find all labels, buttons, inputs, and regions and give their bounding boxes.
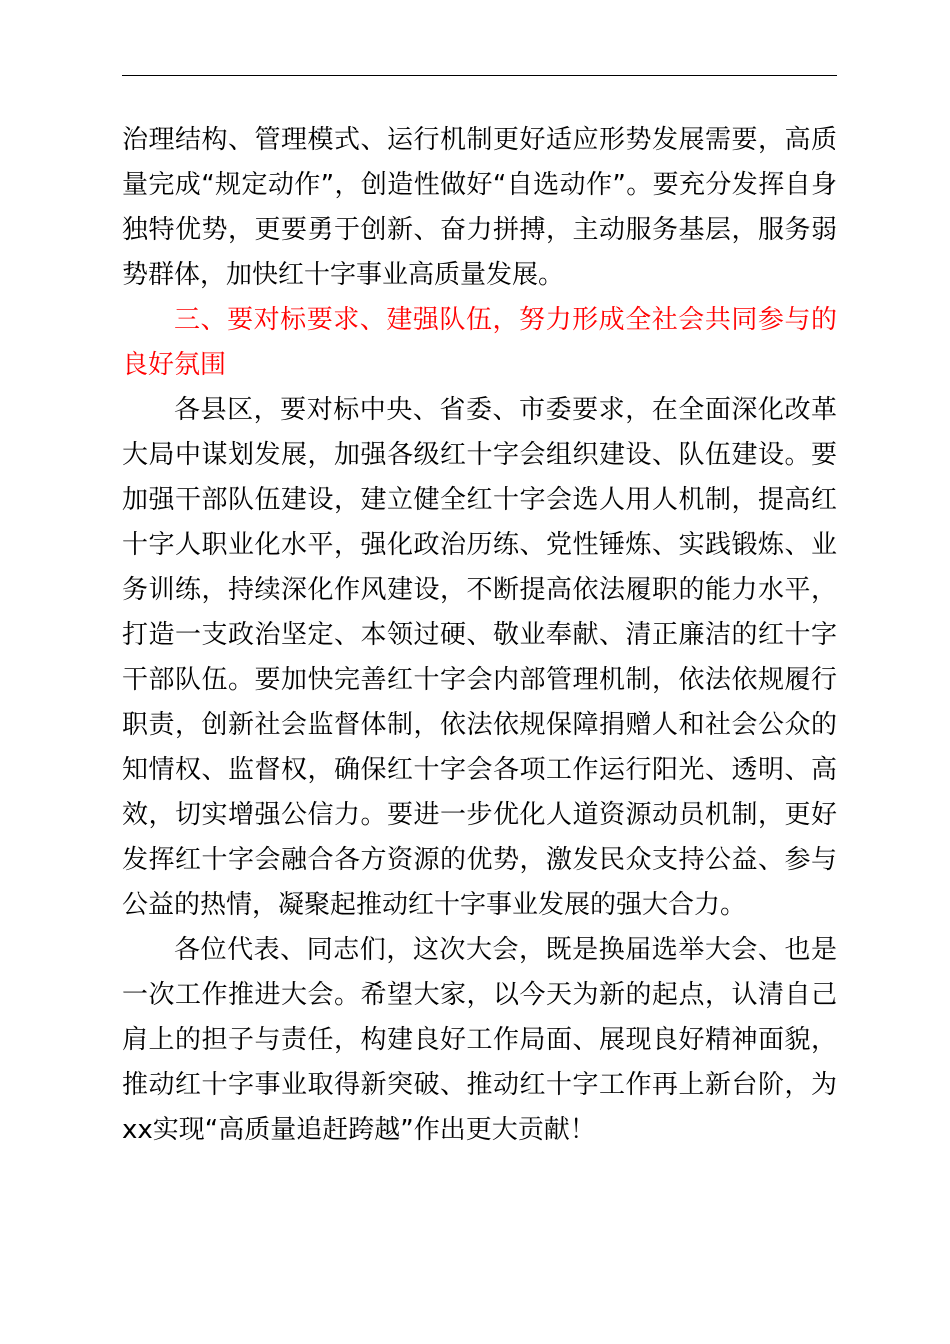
paragraph-closing: 各位代表、同志们，这次大会，既是换届选举大会、也是一次工作推进大会。希望大家，以今天为新的起点，认清自己肩上的担子与责任，构建良好工作局面、展现良好精神面貌，推动红十字事业取得新突破、推动红十字工作再上新台阶，为xx实现“高质量追赶跨越”作出更大贡献！ (122, 935, 837, 1145)
paragraph-counties: 各县区，要对标中央、省委、市委要求，在全面深化改革大局中谋划发展，加强各级红十字会组织建设、队伍建设。要加强干部队伍建设，建立健全红十字会选人用人机制，提高红十字人职业化水平，强化政治历练、党性锤炼、实践锻炼、业务训练，持续深化作风建设，不断提高依法履职的能力水平，打造一支政治坚定、本领过硬、敬业奉献、清正廉洁的红十字干部队伍。要加快完善红十字会内部管理机制，依法依规履行职责，创新社会监督体制，依法依规保障捐赠人和社会公众的知情权、监督权，确保红十字会各项工作运行阳光、透明、高效，切实增强公信力。要进一步优化人道资源动员机制，更好发挥红十字会融合各方资源的优势，激发民众支持公益、参与公益的热情，凝聚起推动红十字事业发展的强大合力。 (122, 395, 837, 920)
header-rule (122, 75, 837, 76)
paragraph-continuation: 治理结构、管理模式、运行机制更好适应形势发展需要，高质量完成“规定动作”，创造性做好“自选动作”。要充分发挥自身独特优势，更要勇于创新、奋力拼搏，主动服务基层，服务弱势群体，加快红十字事业高质量发展。 (122, 125, 837, 290)
section-heading-3: 三、要对标要求、建强队伍，努力形成全社会共同参与的良好氛围 (122, 305, 837, 380)
document-body (122, 118, 837, 1153)
